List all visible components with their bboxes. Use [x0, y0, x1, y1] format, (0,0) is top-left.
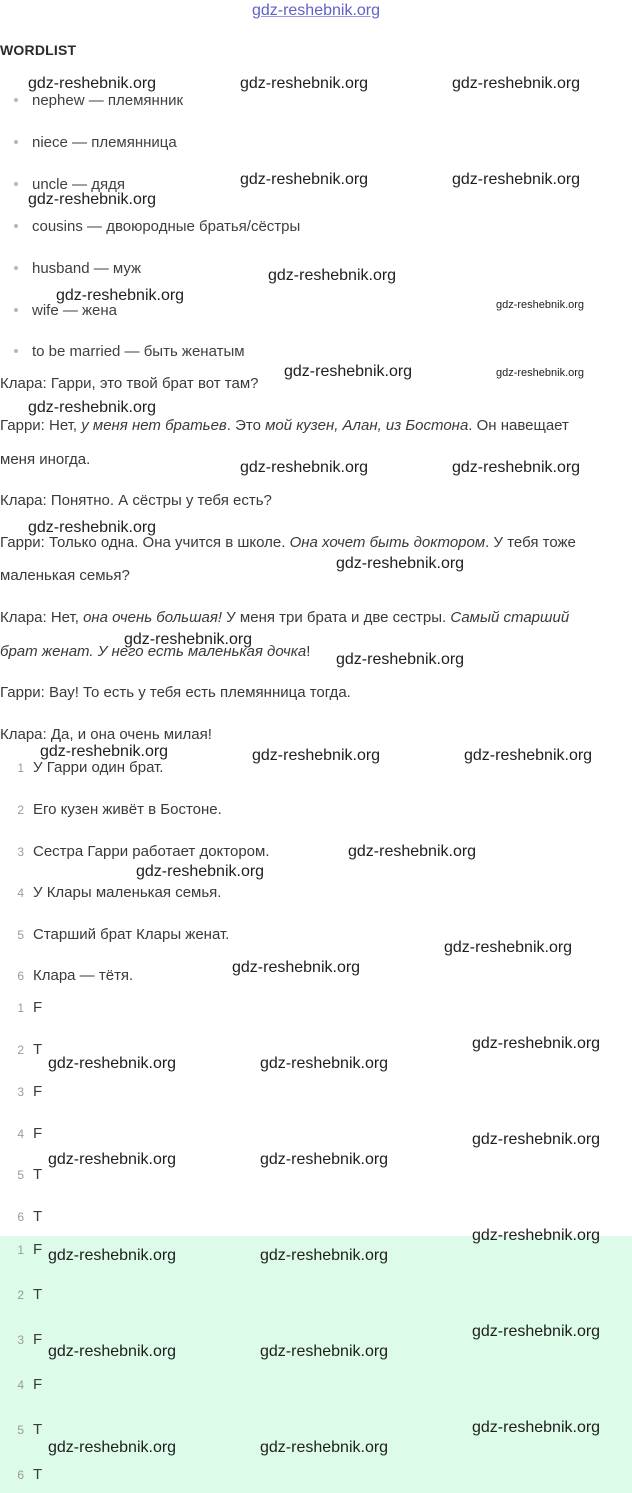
item-number: 1 — [17, 1001, 24, 1015]
answer-value: F — [33, 1376, 43, 1393]
dialogue-line: Клара: Понятно. А сёстры у тебя есть? — [0, 492, 272, 509]
answer-value: F — [33, 1331, 43, 1348]
bullet-icon — [14, 308, 18, 312]
watermark: gdz-reshebnik.org — [48, 1439, 177, 1456]
watermark: gdz-reshebnik.org — [336, 651, 465, 668]
dialogue-line: Клара: Да, и она очень милая! — [0, 726, 212, 743]
watermark: gdz-reshebnik.org — [28, 75, 157, 92]
dialogue-line: маленькая семья? — [0, 567, 130, 584]
dialogue-text: ! — [306, 643, 311, 660]
watermark: gdz-reshebnik.org — [336, 555, 465, 572]
item-number: 5 — [17, 1168, 24, 1182]
statement-item — [0, 759, 163, 776]
wordlist-item-text: uncle — дядя — [32, 176, 125, 193]
answer-value: F — [33, 1241, 43, 1258]
answer-value: F — [33, 1125, 43, 1142]
dialogue-line: Гарри: Вау! То есть у тебя есть племянница тогда. — [0, 684, 351, 701]
statement-item — [0, 801, 222, 818]
bullet-icon — [14, 140, 18, 144]
watermark: gdz-reshebnik.org — [268, 267, 397, 284]
item-number: 6 — [17, 1210, 24, 1224]
watermark: gdz-reshebnik.org — [48, 1247, 177, 1264]
watermark: gdz-reshebnik.org — [260, 1151, 389, 1168]
item-number: 2 — [17, 803, 24, 817]
watermark: gdz-reshebnik.org — [260, 1247, 389, 1264]
item-number: 5 — [17, 928, 24, 942]
answer-key-item — [0, 1376, 42, 1393]
bullet-icon — [14, 266, 18, 270]
bullet-icon — [14, 349, 18, 353]
watermark: gdz-reshebnik.org — [48, 1343, 177, 1360]
answer-item — [0, 1083, 42, 1100]
wordlist-item — [14, 218, 300, 235]
watermark: gdz-reshebnik.org — [284, 363, 413, 380]
item-number: 3 — [17, 845, 24, 859]
watermark: gdz-reshebnik.org — [472, 1035, 601, 1052]
watermark: gdz-reshebnik.org — [232, 959, 361, 976]
watermark: gdz-reshebnik.org — [48, 1151, 177, 1168]
statement-text: Его кузен живёт в Бостоне. — [33, 801, 222, 818]
dialogue-line — [0, 417, 569, 434]
watermark: gdz-reshebnik.org — [240, 75, 369, 92]
item-number: 2 — [17, 1043, 24, 1057]
answer-key-item — [0, 1241, 42, 1258]
dialogue-line: меня иногда. — [0, 451, 91, 468]
answer-value: T — [33, 1286, 43, 1303]
watermark: gdz-reshebnik.org — [452, 171, 581, 188]
dialogue-text: . У тебя тоже — [485, 534, 576, 551]
dialogue-emphasis: мой кузен, Алан, из Бостона — [265, 417, 469, 434]
answer-value: T — [33, 1421, 43, 1438]
watermark: gdz-reshebnik.org — [28, 399, 157, 416]
dialogue-text: Гарри: Только одна. Она учится в школе. — [0, 534, 290, 551]
item-number: 2 — [17, 1288, 24, 1302]
item-number: 1 — [17, 1243, 24, 1257]
statement-text: Сестра Гарри работает доктором. — [33, 843, 270, 860]
watermark: gdz-reshebnik.org — [136, 863, 265, 880]
statement-item — [0, 843, 270, 860]
answer-key-item — [0, 1286, 42, 1303]
item-number: 4 — [17, 1378, 24, 1392]
dialogue-emphasis: она очень большая! — [83, 609, 223, 626]
watermark: gdz-reshebnik.org — [48, 1055, 177, 1072]
answer-value: T — [33, 1466, 43, 1483]
statement-text: У Гарри один брат. — [33, 759, 164, 776]
wordlist-item-text: wife — жена — [32, 302, 118, 319]
statement-item — [0, 884, 221, 901]
item-number: 3 — [17, 1333, 24, 1347]
watermark: gdz-reshebnik.org — [240, 171, 369, 188]
item-number: 5 — [17, 1423, 24, 1437]
item-number: 4 — [17, 1127, 24, 1141]
watermark: gdz-reshebnik.org — [496, 367, 585, 379]
dialogue-emphasis: брат женат. У него есть маленькая дочка — [0, 643, 307, 660]
wordlist-item-text: niece — племянница — [32, 134, 177, 151]
watermark: gdz-reshebnik.org — [252, 747, 381, 764]
watermark: gdz-reshebnik.org — [260, 1343, 389, 1360]
watermark: gdz-reshebnik.org — [472, 1131, 601, 1148]
answer-value: F — [33, 999, 43, 1016]
watermark: gdz-reshebnik.org — [496, 299, 585, 311]
bullet-icon — [14, 224, 18, 228]
answer-item — [0, 999, 42, 1016]
answer-value: T — [33, 1166, 43, 1183]
watermark: gdz-reshebnik.org — [444, 939, 573, 956]
statement-item — [0, 926, 229, 943]
wordlist-item-text: cousins — двоюродные братья/сёстры — [32, 218, 301, 235]
watermark: gdz-reshebnik.org — [348, 843, 477, 860]
statement-text: Клара — тётя. — [33, 967, 134, 984]
dialogue-text: . Это — [226, 417, 266, 434]
bullet-icon — [14, 98, 18, 102]
dialogue-text: Клара: Нет, — [0, 609, 84, 626]
watermark: gdz-reshebnik.org — [260, 1439, 389, 1456]
dialogue-line — [0, 609, 569, 626]
bullet-icon — [14, 182, 18, 186]
site-link[interactable]: gdz-reshebnik.org — [251, 2, 381, 19]
item-number: 3 — [17, 1085, 24, 1099]
dialogue-emphasis: Она хочет быть доктором — [289, 534, 486, 551]
watermark: gdz-reshebnik.org — [260, 1055, 389, 1072]
answer-key-item — [0, 1421, 42, 1438]
answer-value: F — [33, 1083, 43, 1100]
statement-text: У Клары маленькая семья. — [33, 884, 222, 901]
item-number: 6 — [17, 969, 24, 983]
watermark: gdz-reshebnik.org — [472, 1227, 601, 1244]
statement-item — [0, 967, 133, 984]
answer-value: T — [33, 1041, 43, 1058]
watermark: gdz-reshebnik.org — [472, 1419, 601, 1436]
wordlist-item-text: husband — муж — [32, 260, 142, 277]
watermark: gdz-reshebnik.org — [40, 743, 169, 760]
wordlist-item-text: nephew — племянник — [32, 92, 184, 109]
wordlist-item — [14, 134, 177, 151]
dialogue-emphasis: Самый старший — [450, 609, 570, 626]
dialogue-line: Клара: Гарри, это твой брат вот там? — [0, 375, 259, 392]
watermark: gdz-reshebnik.org — [56, 287, 185, 304]
wordlist-item — [14, 343, 245, 360]
watermark: gdz-reshebnik.org — [464, 747, 593, 764]
answer-item — [0, 1125, 42, 1142]
watermark: gdz-reshebnik.org — [240, 459, 369, 476]
answer-item — [0, 1041, 42, 1058]
answer-item — [0, 1208, 42, 1225]
watermark: gdz-reshebnik.org — [124, 631, 253, 648]
answer-item — [0, 1166, 42, 1183]
watermark: gdz-reshebnik.org — [452, 75, 581, 92]
answer-key-item — [0, 1331, 42, 1348]
dialogue-text: Гарри: Нет, — [0, 417, 82, 434]
watermark: gdz-reshebnik.org — [452, 459, 581, 476]
item-number: 1 — [17, 761, 24, 775]
item-number: 4 — [17, 886, 24, 900]
answer-key-item — [0, 1466, 42, 1483]
wordlist-item — [14, 260, 141, 277]
dialogue-text: У меня три брата и две сестры. — [222, 609, 451, 626]
watermark: gdz-reshebnik.org — [28, 519, 157, 536]
watermark: gdz-reshebnik.org — [472, 1323, 601, 1340]
item-number: 6 — [17, 1468, 24, 1482]
dialogue-text: . Он навещает — [468, 417, 569, 434]
answer-value: T — [33, 1208, 43, 1225]
watermark: gdz-reshebnik.org — [28, 191, 157, 208]
wordlist-item-text: to be married — быть женатым — [32, 343, 245, 360]
statement-text: Старший брат Клары женат. — [33, 926, 230, 943]
dialogue-emphasis: у меня нет братьев — [81, 417, 227, 434]
wordlist-heading: WORDLIST — [0, 42, 77, 58]
wordlist-item — [14, 92, 183, 109]
